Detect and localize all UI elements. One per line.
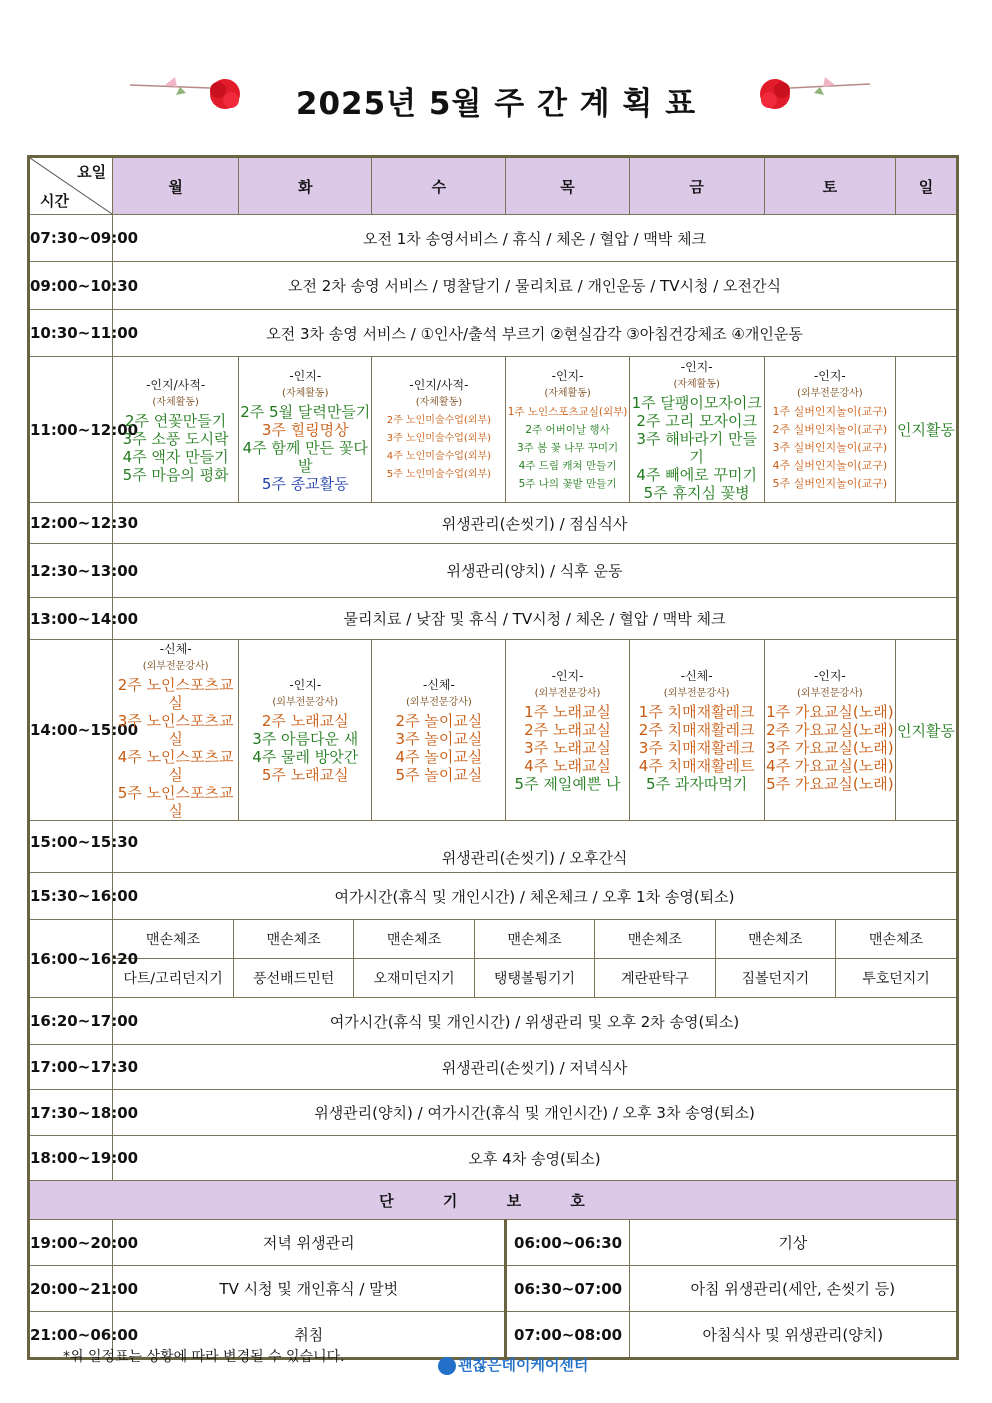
- program-subheading: (외부전문강사): [272, 697, 339, 708]
- exercise-bottom: 계란판탁구: [595, 959, 715, 998]
- evening-activity: 저녁 위생관리: [113, 1220, 506, 1266]
- program-item: 5주 과자따먹기: [646, 775, 748, 793]
- time-cell: 16:20~17:00: [29, 998, 113, 1045]
- program-item: 3주 실버인지놀이(교구): [772, 440, 888, 454]
- schedule-row: [29, 503, 958, 544]
- program-item: 5주 제일예쁜 나: [514, 775, 621, 793]
- program-item: 5주 종교활동: [261, 474, 349, 493]
- time-cell: 09:00~10:30: [29, 262, 113, 310]
- carnation-right-icon: [745, 70, 875, 120]
- program-heading: -인지/사적-: [146, 377, 206, 392]
- corner-day-label: 요일: [77, 163, 107, 181]
- time-cell: 12:30~13:00: [29, 544, 113, 598]
- time-cell: 15:30~16:00: [29, 873, 113, 920]
- program-item: 2주 치매재활레크: [638, 721, 755, 739]
- exercise-top: 맨손체조: [113, 920, 233, 959]
- program-item: 2주 노래교실: [524, 721, 611, 739]
- exercise-top: 맨손체조: [474, 920, 594, 959]
- program-item: 3주 놀이교실: [395, 730, 483, 748]
- program-cell-sun: 인지활동: [895, 640, 957, 821]
- program-cell-thu: [506, 357, 629, 503]
- morning-activity: 기상: [629, 1220, 957, 1266]
- program-item: 3주 소풍 도시락: [122, 429, 229, 448]
- program-item: 4주 놀이교실: [395, 748, 483, 766]
- program-item: 4주 드림 캐쳐 만들기: [518, 459, 617, 472]
- program-item: 5주 노래교실: [261, 766, 349, 784]
- program-subheading: (자체활동): [415, 396, 463, 408]
- program-subheading: (외부전문강사): [406, 697, 472, 708]
- corner-time-label: 시간: [40, 192, 69, 210]
- corner-cell: [29, 157, 113, 215]
- time-cell-morning: 06:00~06:30: [506, 1220, 629, 1266]
- schedule-row: [29, 998, 958, 1045]
- program-cell-thu: [506, 640, 629, 821]
- program-cell-fri: [629, 357, 764, 503]
- page-title: 2025년 5월 주 간 계 획 표: [295, 86, 697, 122]
- program-item: 2주 놀이교실: [395, 712, 483, 730]
- activity-cell: 여가시간(휴식 및 개인시간) / 위생관리 및 오후 2차 송영(퇴소): [113, 998, 958, 1045]
- program-cell-mon: [113, 357, 239, 503]
- schedule-row: [29, 1045, 958, 1090]
- program-cell-wed: [372, 640, 506, 821]
- footer-note: *위 일정표는 상황에 따라 변경될 수 있습니다.: [63, 1349, 345, 1365]
- time-cell-morning: 07:00~08:00: [506, 1312, 629, 1359]
- program-subheading: (외부전문강사): [534, 688, 601, 699]
- program-item: 4주 치매재활레트: [638, 757, 755, 775]
- activity-cell: 물리치료 / 낮잠 및 휴식 / TV시청 / 체온 / 혈압 / 맥박 체크: [113, 598, 958, 640]
- short-stay-title: 단 기 보 호: [29, 1181, 958, 1220]
- program-item: 2주 실버인지놀이(교구): [772, 422, 888, 436]
- program-item: 5주 휴지심 꽃병: [643, 483, 750, 502]
- time-cell: 12:00~12:30: [29, 503, 113, 544]
- program-cell-sat: [764, 357, 895, 503]
- program-subheading: (자체활동): [544, 387, 591, 399]
- schedule-row: [29, 544, 958, 598]
- exercise-top: 맨손체조: [595, 920, 715, 959]
- center-name: 괜찮은데이케어센터: [458, 1356, 589, 1374]
- program-item: 5주 나의 꽃밭 만들기: [518, 477, 617, 490]
- program-item: 3주 아름다운 새: [252, 730, 359, 748]
- exercise-top: 맨손체조: [233, 920, 353, 959]
- time-cell: 20:00~21:00: [29, 1266, 113, 1312]
- program-item: 4주 가요교실(노래): [766, 757, 894, 775]
- house-logo-icon: [438, 1357, 456, 1375]
- schedule-row: [29, 598, 958, 640]
- program-heading: -인지-: [813, 669, 846, 683]
- program-heading: -신체-: [159, 642, 192, 656]
- time-cell: 15:00~15:30: [29, 821, 113, 873]
- program-subheading: (외부전문강사): [663, 688, 730, 699]
- program-cell-sat: [764, 640, 895, 821]
- program-heading: -인지-: [813, 368, 846, 383]
- program-item: 3주 노인스포츠교실: [117, 712, 234, 748]
- program-item: 5주 놀이교실: [395, 766, 483, 784]
- title-area: [0, 70, 992, 130]
- schedule-row: [29, 873, 958, 920]
- program-item: 3주 힐링명상: [261, 420, 349, 439]
- activity-cell: 위생관리(손씻기) / 점심식사: [113, 503, 958, 544]
- time-cell: 16:00~16:20: [29, 920, 113, 998]
- program-row-afternoon: [29, 640, 958, 821]
- program-item: 1주 실버인지놀이(교구): [772, 404, 888, 418]
- program-item: 3주 노래교실: [524, 739, 611, 757]
- program-subheading: (외부전문강사): [796, 387, 863, 399]
- exercise-bottom: 탱탱볼튕기기: [474, 959, 594, 998]
- program-heading: -신체-: [680, 669, 713, 683]
- program-item: 2주 가요교실(노래): [766, 721, 894, 739]
- short-stay-row: [29, 1266, 958, 1312]
- activity-cell: 위생관리(양치) / 여가시간(휴식 및 개인시간) / 오후 3차 송영(퇴소): [113, 1090, 958, 1136]
- exercise-bottom: 풍선배드민턴: [233, 959, 353, 998]
- day-header-row: [29, 157, 958, 215]
- program-item: 5주 마음의 평화: [122, 465, 229, 484]
- program-subheading: (외부전문강사): [796, 688, 863, 699]
- exercise-top: 맨손체조: [836, 920, 956, 959]
- time-cell-morning: 06:30~07:00: [506, 1266, 629, 1312]
- program-item: 4주 실버인지놀이(교구): [772, 458, 888, 472]
- program-item: 4주 함께 만든 꽃다발: [242, 438, 368, 475]
- program-item: 4주 액자 만들기: [122, 447, 229, 466]
- schedule-row: [29, 821, 958, 873]
- schedule-row: [29, 1090, 958, 1136]
- day-wed: 수: [372, 157, 506, 215]
- program-subheading: (자체활동): [282, 387, 329, 399]
- morning-activity: 아침식사 및 위생관리(양치): [629, 1312, 957, 1359]
- exercise-bottom: 오재미던지기: [354, 959, 474, 998]
- program-item: 4주 노인스포츠교실: [117, 748, 234, 784]
- time-cell: 17:00~17:30: [29, 1045, 113, 1090]
- program-heading: -인지-: [551, 368, 584, 383]
- program-item: 2주 연꽃만들기: [125, 411, 227, 430]
- program-heading: -인지-: [680, 359, 713, 374]
- time-cell: 11:00~12:00: [29, 357, 113, 503]
- evening-activity: TV 시청 및 개인휴식 / 말벗: [113, 1266, 506, 1312]
- center-logo: [438, 1354, 588, 1375]
- program-subheading: (외부전문강사): [142, 661, 209, 672]
- program-item: 3주 노인미술수업(외부): [386, 432, 492, 444]
- time-cell: 18:00~19:00: [29, 1136, 113, 1181]
- program-item: 2주 노인스포츠교실: [117, 676, 234, 712]
- program-item: 4주 물레 방앗간: [252, 748, 359, 766]
- activity-cell: 오전 3차 송영 서비스 / ①인사/출석 부르기 ②현실감각 ③아침건강체조 ④개인운동: [113, 310, 958, 357]
- program-cell-sun: 인지활동: [895, 357, 957, 503]
- program-item: 3주 봄 꽃 나무 꾸미기: [516, 441, 619, 454]
- exercise-bottom: 다트/고리던지기: [113, 959, 233, 998]
- program-item: 1주 노래교실: [524, 703, 611, 721]
- day-fri: 금: [629, 157, 764, 215]
- schedule-row: [29, 1136, 958, 1181]
- program-item: 3주 가요교실(노래): [766, 739, 894, 757]
- program-heading: -인지-: [551, 669, 584, 683]
- program-item: 1주 노인스포츠교실(외부): [507, 405, 628, 418]
- program-item: 2주 어버이날 행사: [525, 423, 610, 436]
- day-sun: 일: [895, 157, 957, 215]
- time-cell: 14:00~15:00: [29, 640, 113, 821]
- time-cell: 13:00~14:00: [29, 598, 113, 640]
- program-item: 4주 빼에로 꾸미기: [636, 465, 757, 484]
- activity-cell: 오후 4차 송영(퇴소): [113, 1136, 958, 1181]
- program-item: 1주 가요교실(노래): [766, 703, 894, 721]
- program-cell-tue: [239, 640, 372, 821]
- day-mon: 월: [113, 157, 239, 215]
- program-item: 5주 노인미술수업(외부): [386, 468, 492, 480]
- activity-cell: 위생관리(손씻기) / 저녁식사: [113, 1045, 958, 1090]
- short-stay-header: [29, 1181, 958, 1220]
- program-item: 3주 치매재활레크: [638, 739, 755, 757]
- weekly-schedule-table: [27, 155, 959, 1360]
- program-item: 2주 노래교실: [261, 712, 349, 730]
- activity-cell: 오전 1차 송영서비스 / 휴식 / 체온 / 혈압 / 맥박 체크: [113, 215, 958, 262]
- program-item: 2주 5월 달력만들기: [240, 402, 371, 421]
- time-cell: 17:30~18:00: [29, 1090, 113, 1136]
- program-subheading: (자체활동): [673, 378, 720, 390]
- program-item: 4주 노래교실: [524, 757, 611, 775]
- exercise-grid: [113, 920, 956, 997]
- program-cell-wed: [372, 357, 506, 503]
- exercise-top: 맨손체조: [715, 920, 835, 959]
- day-sat: 토: [764, 157, 895, 215]
- schedule-row: [29, 215, 958, 262]
- program-item: 2주 고리 모자이크: [636, 411, 757, 430]
- program-heading: -신체-: [422, 678, 455, 692]
- program-heading: -인지-: [289, 678, 322, 692]
- short-stay-row: [29, 1220, 958, 1266]
- schedule-row: [29, 262, 958, 310]
- program-heading: -인지-: [289, 368, 322, 383]
- program-item: 1주 치매재활레크: [638, 703, 755, 721]
- exercise-row: [29, 920, 958, 998]
- exercise-grid-cell: [113, 920, 958, 998]
- morning-activity: 아침 위생관리(세안, 손씻기 등): [629, 1266, 957, 1312]
- activity-cell: 오전 2차 송영 서비스 / 명찰달기 / 물리치료 / 개인운동 / TV시청 / 오전간식: [113, 262, 958, 310]
- program-item: 2주 노인미술수업(외부): [386, 414, 492, 426]
- program-item: 1주 달팽이모자이크: [631, 393, 762, 412]
- evening-activity: 취침: [113, 1312, 506, 1359]
- time-cell: 07:30~09:00: [29, 215, 113, 262]
- activity-cell: 위생관리(손씻기) / 오후간식: [113, 821, 958, 873]
- time-cell: 10:30~11:00: [29, 310, 113, 357]
- program-row-morning: [29, 357, 958, 503]
- exercise-top: 맨손체조: [354, 920, 474, 959]
- exercise-bottom: 투호던지기: [836, 959, 956, 998]
- program-subheading: (자체활동): [152, 396, 199, 408]
- time-cell: 21:00~06:00: [29, 1312, 113, 1359]
- program-item: 4주 노인미술수업(외부): [386, 450, 492, 462]
- program-cell-fri: [629, 640, 764, 821]
- activity-cell: 위생관리(양치) / 식후 운동: [113, 544, 958, 598]
- time-cell: 19:00~20:00: [29, 1220, 113, 1266]
- day-thu: 목: [506, 157, 629, 215]
- schedule-row: [29, 310, 958, 357]
- program-cell-tue: [239, 357, 372, 503]
- program-item: 5주 노인스포츠교실: [117, 784, 234, 820]
- program-heading: -인지/사적-: [409, 377, 469, 392]
- exercise-bottom: 짐볼던지기: [715, 959, 835, 998]
- program-item: 5주 가요교실(노래): [766, 775, 894, 793]
- program-item: 5주 실버인지놀이(교구): [772, 476, 888, 490]
- activity-cell: 여가시간(휴식 및 개인시간) / 체온체크 / 오후 1차 송영(퇴소): [113, 873, 958, 920]
- program-item: 3주 해바라기 만들기: [636, 429, 757, 466]
- day-tue: 화: [239, 157, 372, 215]
